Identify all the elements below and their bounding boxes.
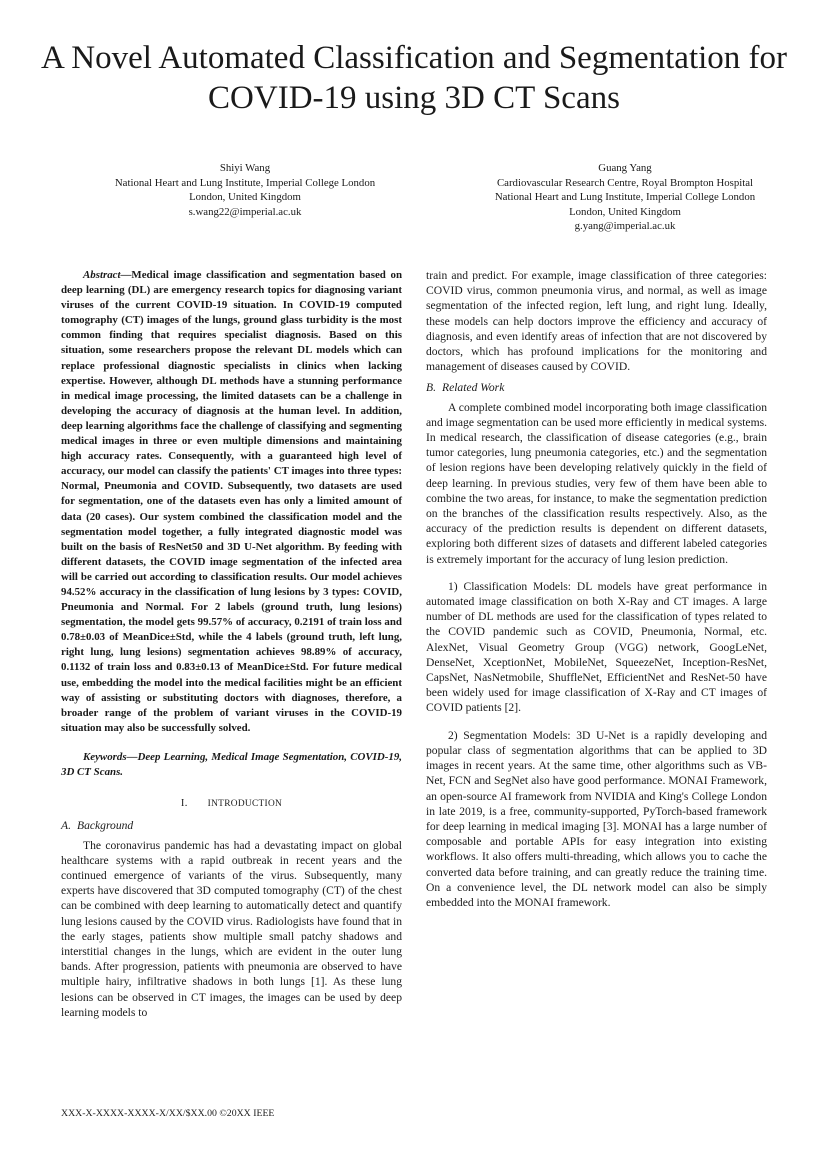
keywords	[61, 750, 402, 780]
abstract-text: —Medical image classification and segmentation based on deep learning (DL) are emergency research topics for diagnosing variant viruses of the current COVID-19 situation. In COVID-19 computed tomography (CT) images of the lungs, ground glass turbidity is the most common finding that requires specialist diagnosis. Based on this situation, some researchers propose the relevant DL models which can replace professional diagnostic specialists in clinics when lacking expertise. However, although DL methods have a stunning performance in medical image processing, the limited datasets can be a challenge in developing the accuracy of diagnosis at the human level. In addition, deep learning algorithms face the challenge of classifying and segmenting medical images in three or even multiple dimensions and maintaining high accuracy rates. Consequently, with a guaranteed high level of accuracy, our model can classify the patients' CT images into three types: Normal, Pneumonia and COVID. Subsequently, two datasets are used for segmentation, one of the datasets even has only a limited amount of data (20 cases). Our system combined the classification model and the segmentation model together, a fully integrated diagnostic model was built on the basis of ResNet50 and 3D U-Net algorithm. By feeding with different datasets, the COVID image segmentation of the infected area will be carried out according to classification results. Our model achieves 94.52% accuracy in the classification of lung lesions by 3 types: COVID, Pneumonia and Normal. For 2 labels (ground truth, lung lesions) segmentation, the model gets 99.57% of accuracy, 0.2191 of train loss and 0.78±0.03 of MeanDice±Std, while the 4 labels (ground truth, left lung, right lung, lung lesions) segmentation achieves 98.89% of accuracy, 0.1132 of train loss and 0.83±0.13 of MeanDice±Std. For future medical use, embedding the model into the medical facilities might be an efficient way of assisting or substituting doctors with diagnoses, therefore, a broader range of the problem of variant viruses in the COVID-19 situation may also be successfully solved.	[61, 269, 402, 734]
paper-title: A Novel Automated Classification and Segmentation for COVID-19 using 3D CT Scans	[40, 40, 788, 116]
subsection-title: Background	[76, 819, 134, 833]
author-block-1	[60, 161, 430, 219]
background-paragraph: The coronavirus pandemic has had a devastating impact on global healthcare systems with a rapid outbreak in recent years and the continued emergence of variants of the virus. Subsequently, many experts have discovered that 3D computed tomography (CT) of the chest can be combined with deep learning to automatically detect and quantify lung lesions caused by the COVID virus. Radiologists have found that in the early stages, patients show multiple small patchy shadows and interstitial changes in the lungs, which are evident in the outer lung bands. After progression, patients with pneumonia are observed to have multiple hairy, infiltrative shadows in both lungs [1]. As these lung lesions can be observed in CT images, the images can be used by deep learning models to	[61, 838, 402, 1019]
author-affiliation: National Heart and Lung Institute, Imperial College London	[494, 191, 756, 204]
keywords-label: Keywords	[83, 750, 127, 763]
author-affiliation: Cardiovascular Research Centre, Royal Brompton Hospital	[496, 176, 754, 189]
abstract-label: Abstract	[83, 269, 121, 281]
copyright-footer: XXX-X-XXXX-XXXX-X/XX/$XX.00 ©20XX IEEE	[61, 1108, 275, 1119]
subsection-letter: B.	[426, 381, 436, 395]
author-affiliation: National Heart and Lung Institute, Imperial College London	[114, 176, 376, 189]
section-heading	[61, 796, 402, 812]
author-location: London, United Kingdom	[189, 191, 301, 204]
related-work-paragraph: A complete combined model incorporating both image classification and image segmentation can be used more efficiently in medical systems. In medical research, the classification of disease categories (e.g., brain tumor categories, lung pneumonia categories, etc.) and the segmentation of lesion regions have been developing relatively quickly in the field of deep learning. In previous studies, very few of them have been able to combine the two areas, for instance, to make the segmentation prediction on the branches of the classification results respectively. Also, as the accuracy of the prediction results is dependent on different datasets, exploring both different sizes of datasets and different labeled categories is extremely important for the accuracy of lung lesion prediction.	[426, 400, 767, 566]
keywords-text: —Deep Learning, Medical Image Segmentation, COVID-19, 3D CT Scans.	[61, 750, 402, 778]
author-block-2	[440, 161, 810, 234]
author-location: London, United Kingdom	[569, 205, 681, 218]
subsection-title: Related Work	[441, 381, 505, 395]
left-column	[61, 268, 402, 1020]
author-email[interactable]: g.yang@imperial.ac.uk	[574, 220, 676, 233]
author-name: Shiyi Wang	[219, 162, 271, 174]
subsection-heading-background	[61, 818, 402, 833]
subsection-heading-related-work	[426, 380, 767, 395]
classification-models-paragraph: 1) Classification Models: DL models have great performance in automated image classification on both X-Ray and CT images. A large number of DL methods are used for the classification of types related to the COVID pandemic such as COVID, Pneumonia, Normal, etc. AlexNet, Visual Geometry Group (VGG) network, GoogLeNet, DenseNet, XceptionNet, MobileNet, SqueezeNet, Inception-ResNet, CapsNet, NasNetmobile, ShuffleNet, EfficientNet and ResNet-50 have been widely used for image classification of X-Ray and CT images of COVID patients [2].	[426, 579, 767, 715]
subsection-letter: A.	[61, 819, 71, 833]
background-paragraph-continued: train and predict. For example, image classification of three categories: COVID virus, common pneumonia virus, and normal, as well as image segmentation of the infected region, left lung, and right lung. Ideally, these models can help doctors improve the efficiency and accuracy of diagnosis, and even identify areas of infection that are not discovered by doctors, which has profound implications for the monitoring and management of diseases caused by COVID.	[426, 269, 767, 374]
abstract	[61, 268, 402, 736]
section-title: INTRODUCTION	[207, 799, 283, 810]
right-column	[426, 268, 767, 910]
section-number: I.	[180, 798, 188, 810]
author-email[interactable]: s.wang22@imperial.ac.uk	[188, 205, 302, 218]
author-name: Guang Yang	[598, 162, 652, 174]
segmentation-models-paragraph: 2) Segmentation Models: 3D U-Net is a rapidly developing and popular class of segmentation algorithms that can be applied to 3D images in recent years. At the same time, other algorithms such as VB-Net, FCN and SegNet also have good performance. MONAI Framework, an open-source AI framework from NVIDIA and King's College London in late 2019, is a free, community-supported, PyTorch-based framework for deep learning in medical imaging [3]. MONAI has a large number of composable and portable APIs for easy integration into existing workflows. It also offers multi-threading, which allows you to cache the converted data before training, and can greatly reduce the training time. On a convenience level, the DL network model can also be simply embedded into the MONAI framework.	[426, 728, 767, 909]
